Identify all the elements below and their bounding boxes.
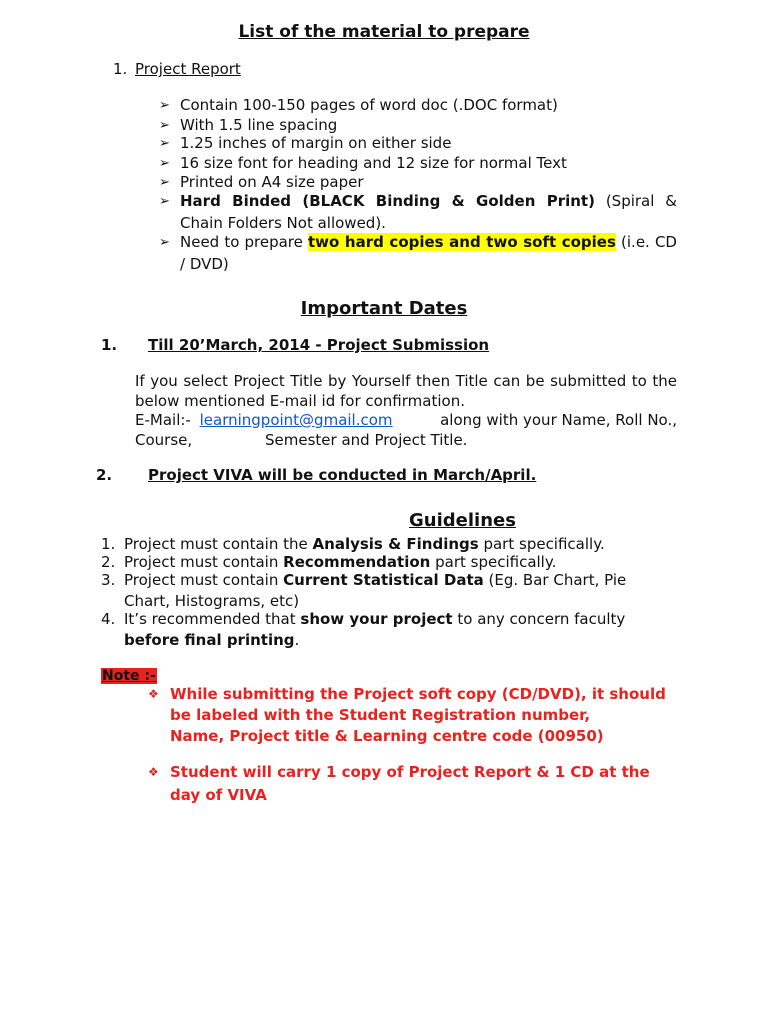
diamond-bullet-icon: ❖ [148, 765, 159, 779]
note-line: day of VIVA [170, 786, 267, 804]
email-after: along with your Name, Roll No., [440, 411, 677, 429]
guideline-bold: Recommendation [283, 553, 431, 571]
section-number: 1. [113, 60, 128, 78]
arrow-bullet-icon: ➢ [159, 235, 170, 250]
paragraph-line: below mentioned E-mail id for confirmation. [135, 392, 465, 410]
guideline-continuation: Chart, Histograms, etc) [124, 592, 300, 610]
hard-binded-rest: (Spiral & [605, 192, 677, 210]
page-title: List of the material to prepare [238, 22, 530, 42]
guideline-bold: show your project [300, 610, 453, 628]
guideline-number: 3. [101, 571, 116, 589]
paragraph-line: If you select Project Title by Yourself then Title can be submitted to the [135, 372, 677, 390]
hard-binded-bold: Hard Binded (BLACK Binding & Golden Print) [180, 192, 595, 210]
guideline-item [124, 553, 556, 571]
note-line: be labeled with the Student Registration number, [170, 706, 591, 724]
list-item: Contain 100-150 pages of word doc (.DOC format) [180, 96, 558, 114]
note-line: While submitting the Project soft copy (CD/DVD), it should [170, 685, 666, 703]
arrow-bullet-icon: ➢ [159, 156, 170, 171]
guideline-text: Project must contain the [124, 535, 308, 553]
arrow-bullet-icon: ➢ [159, 118, 170, 133]
list-item: Printed on A4 size paper [180, 173, 364, 191]
list-item-continuation: Chain Folders Not allowed). [180, 214, 386, 232]
guideline-item [124, 535, 605, 553]
guideline-text: part specifically. [483, 535, 605, 553]
guideline-number: 1. [101, 535, 116, 553]
list-item: 1.25 inches of margin on either side [180, 134, 452, 152]
note-line: Name, Project title & Learning centre code (00950) [170, 727, 604, 745]
note-line: Student will carry 1 copy of Project Report & 1 CD at the [170, 763, 650, 781]
arrow-bullet-icon: ➢ [159, 98, 170, 113]
date-item-number: 1. [101, 336, 118, 354]
copies-pre: Need to prepare [180, 233, 303, 251]
guideline-number: 4. [101, 610, 116, 628]
diamond-bullet-icon: ❖ [148, 687, 159, 701]
guideline-bold: Analysis & Findings [312, 535, 479, 553]
copies-highlight: two hard copies and two soft copies [308, 233, 616, 251]
guideline-text: It’s recommended that [124, 610, 296, 628]
date-item-submission: Till 20’March, 2014 - Project Submission [148, 336, 490, 354]
section-heading-project-report: Project Report [135, 60, 241, 78]
guideline-text: to any concern faculty [457, 610, 626, 628]
guideline-text: . [294, 631, 300, 649]
guideline-text: (Eg. Bar Chart, Pie [488, 571, 627, 589]
list-item-hard-binded [180, 192, 677, 210]
guideline-bold: Current Statistical Data [283, 571, 484, 589]
arrow-bullet-icon: ➢ [159, 175, 170, 190]
guideline-item [124, 610, 625, 628]
email-line [135, 411, 677, 429]
guidelines-heading: Guidelines [409, 510, 516, 531]
arrow-bullet-icon: ➢ [159, 136, 170, 151]
list-item: With 1.5 line spacing [180, 116, 338, 134]
guideline-item [124, 571, 626, 589]
note-label: Note :- [102, 668, 156, 684]
guideline-text: Project must contain [124, 553, 279, 571]
copies-post: (i.e. CD [621, 233, 677, 251]
guideline-bold: before final printing [124, 631, 295, 649]
date-item-number: 2. [96, 466, 113, 484]
paragraph-line-course: Course, [135, 431, 193, 449]
date-item-viva: Project VIVA will be conducted in March/April. [148, 466, 537, 484]
email-label: E-Mail:- [135, 411, 191, 429]
list-item-copies [180, 233, 677, 251]
guideline-continuation [124, 631, 299, 649]
guideline-number: 2. [101, 553, 116, 571]
guideline-text: Project must contain [124, 571, 279, 589]
list-item: 16 size font for heading and 12 size for normal Text [180, 154, 567, 172]
paragraph-line-semester: Semester and Project Title. [265, 431, 468, 449]
arrow-bullet-icon: ➢ [159, 194, 170, 209]
important-dates-heading: Important Dates [300, 298, 468, 319]
guideline-text: part specifically. [435, 553, 557, 571]
email-link[interactable]: learningpoint@gmail.com [199, 411, 393, 429]
list-item-continuation: / DVD) [180, 255, 229, 273]
